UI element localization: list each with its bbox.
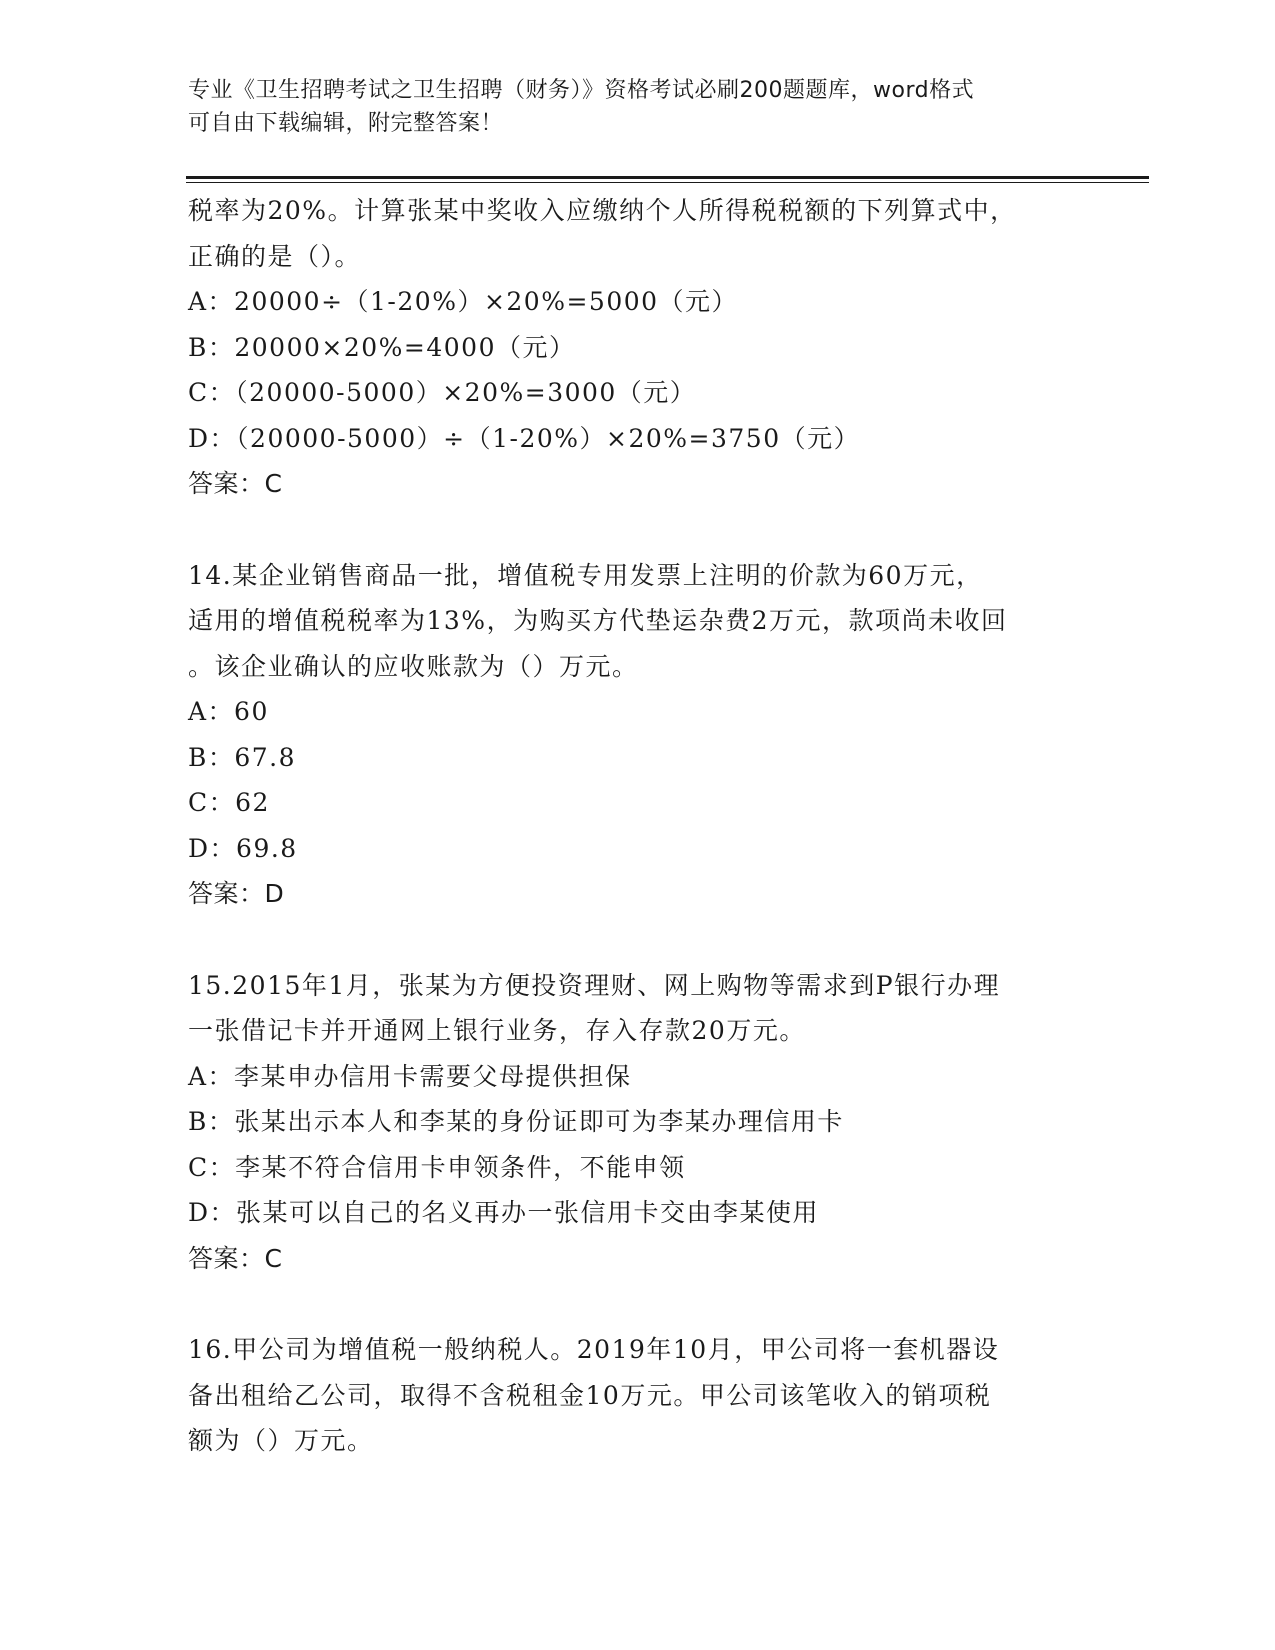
question-stem-line: 税率为20%。计算张某中奖收入应缴纳个人所得税税额的下列算式中， <box>188 196 1017 225</box>
answer-label: 答案：C <box>188 1243 283 1273</box>
option-b: B：67.8 <box>188 742 297 772</box>
question-14 <box>188 553 1088 917</box>
option-a: A：李某申办信用卡需要父母提供担保 <box>188 1061 632 1091</box>
question-stem-line: 正确的是（）。 <box>188 241 362 271</box>
question-stem-line: 。该企业确认的应收账款为（）万元。 <box>188 651 639 681</box>
document-body <box>188 188 1088 1464</box>
question-spacer <box>188 507 1088 553</box>
question-stem-line: 14.某企业销售商品一批，增值税专用发票上注明的价款为60万元， <box>188 560 983 590</box>
question-stem-line: 适用的增值税税率为13%，为购买方代垫运杂费2万元，款项尚未收回 <box>188 606 1008 635</box>
option-d: D：张某可以自己的名义再办一张信用卡交由李某使用 <box>188 1198 820 1227</box>
option-a: A：20000÷（1-20%）×20%=5000（元） <box>188 287 739 316</box>
header-title-line-1: 专业《卫生招聘考试之卫生招聘（财务）》资格考试必刷200题题库，word格式 <box>188 78 975 103</box>
question-spacer <box>188 917 1088 963</box>
option-c: C：62 <box>188 788 270 817</box>
header-title-line-2: 可自由下载编辑，附完整答案！ <box>188 111 504 136</box>
answer-label: 答案：D <box>188 879 285 908</box>
option-c: C：（20000-5000）×20%=3000（元） <box>188 378 697 407</box>
question-16 <box>188 1327 1088 1464</box>
option-b: B：20000×20%=4000（元） <box>188 332 576 362</box>
question-stem-line: 一张借记卡并开通网上银行业务，存入存款20万元。 <box>188 1016 806 1045</box>
question-13 <box>188 188 1088 507</box>
question-stem-line: 额为（）万元。 <box>188 1426 374 1455</box>
document-header <box>188 74 1068 140</box>
question-15 <box>188 963 1088 1282</box>
question-spacer <box>188 1281 1088 1327</box>
header-divider-thick <box>186 176 1149 179</box>
option-c: C：李某不符合信用卡申领条件，不能申领 <box>188 1152 686 1182</box>
question-stem-line: 15.2015年1月，张某为方便投资理财、网上购物等需求到P银行办理 <box>188 970 1001 1000</box>
header-divider-thin <box>186 182 1149 183</box>
option-d: D：69.8 <box>188 833 298 863</box>
option-b: B：张某出示本人和李某的身份证即可为李某办理信用卡 <box>188 1107 844 1136</box>
answer-label: 答案：C <box>188 469 283 498</box>
question-stem-line: 备出租给乙公司，取得不含税租金10万元。甲公司该笔收入的销项税 <box>188 1380 992 1410</box>
question-stem-line: 16.甲公司为增值税一般纳税人。2019年10月，甲公司将一套机器设 <box>188 1335 1000 1364</box>
option-a: A：60 <box>188 697 269 726</box>
option-d: D：（20000-5000）÷（1-20%）×20%=3750（元） <box>188 423 861 453</box>
